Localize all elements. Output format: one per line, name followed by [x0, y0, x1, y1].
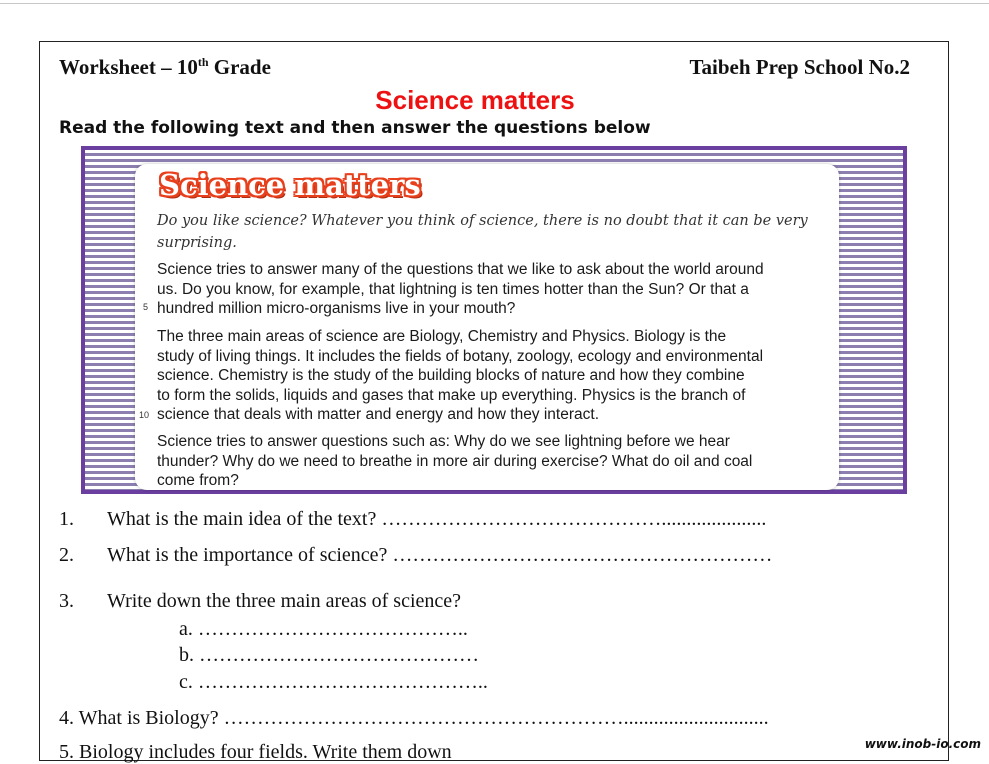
- question-1: What is the main idea of the text? …………………………………….....................: [107, 508, 767, 530]
- website-watermark: www.inob-io.com: [864, 737, 981, 751]
- reading-passage-panel: [81, 146, 907, 494]
- passage-line: science. Chemistry is the study of the building blocks of nature and how they combine: [157, 367, 745, 385]
- page-title: Science matters: [375, 85, 575, 115]
- line-number: 5: [143, 302, 149, 312]
- instruction-text: Read the following text and then answer the questions below: [59, 118, 651, 138]
- passage-banner-title: Science matters: [159, 168, 421, 202]
- question-5: 5. Biology includes four fields. Write them down: [59, 741, 452, 763]
- passage-line: to form the solids, liquids and gases that make up everything. Physics is the branch of: [157, 386, 746, 404]
- passage-line: Science tries to answer many of the questions that we like to ask about the world around: [157, 261, 764, 278]
- question-3-number: 3.: [59, 590, 74, 612]
- passage-paragraph-2: [157, 327, 837, 425]
- passage-paragraph-1: [157, 260, 837, 319]
- passage-line: study of living things. It includes the fields of botany, zoology, ecology and environmental: [157, 347, 764, 365]
- question-3c: c. ……………………………………..: [179, 671, 488, 693]
- passage-line: come from?: [157, 472, 239, 490]
- passage-line: thunder? Why do we need to breathe in more air during exercise? What do oil and coal: [157, 452, 753, 470]
- passage-card: [135, 164, 839, 490]
- school-name: Taibeh Prep School No.2: [689, 55, 910, 79]
- question-2: What is the importance of science? …………………………………………………: [107, 544, 773, 566]
- passage-line: Science tries to answer questions such as: Why do we see lightning before we hear: [157, 433, 730, 450]
- question-3b: b. ……………………………………: [179, 644, 479, 666]
- line-number: 10: [139, 410, 150, 420]
- top-rule: [0, 3, 989, 4]
- passage-line: us. Do you know, for example, that lightning is ten times hotter than the Sun? Or that a: [157, 280, 749, 298]
- passage-line: science that deals with matter and energy and how they interact.: [157, 406, 599, 424]
- passage-line: hundred million micro-organisms live in your mouth?: [157, 300, 516, 318]
- worksheet-grade-header: Worksheet – 10th Grade: [59, 55, 271, 79]
- question-2-number: 2.: [59, 544, 74, 566]
- passage-intro: Do you like science? Whatever you think of science, there is no doubt that it can be very surprising.: [157, 213, 808, 251]
- passage-line: The three main areas of science are Biology, Chemistry and Physics. Biology is the: [157, 328, 727, 345]
- passage-paragraph-3: [157, 432, 837, 490]
- question-3: Write down the three main areas of science?: [107, 590, 462, 612]
- question-4: 4. What is Biology? …………………………………………………….............................: [59, 707, 769, 729]
- question-3a: a. …………………………………..: [179, 618, 468, 640]
- question-1-number: 1.: [59, 508, 74, 530]
